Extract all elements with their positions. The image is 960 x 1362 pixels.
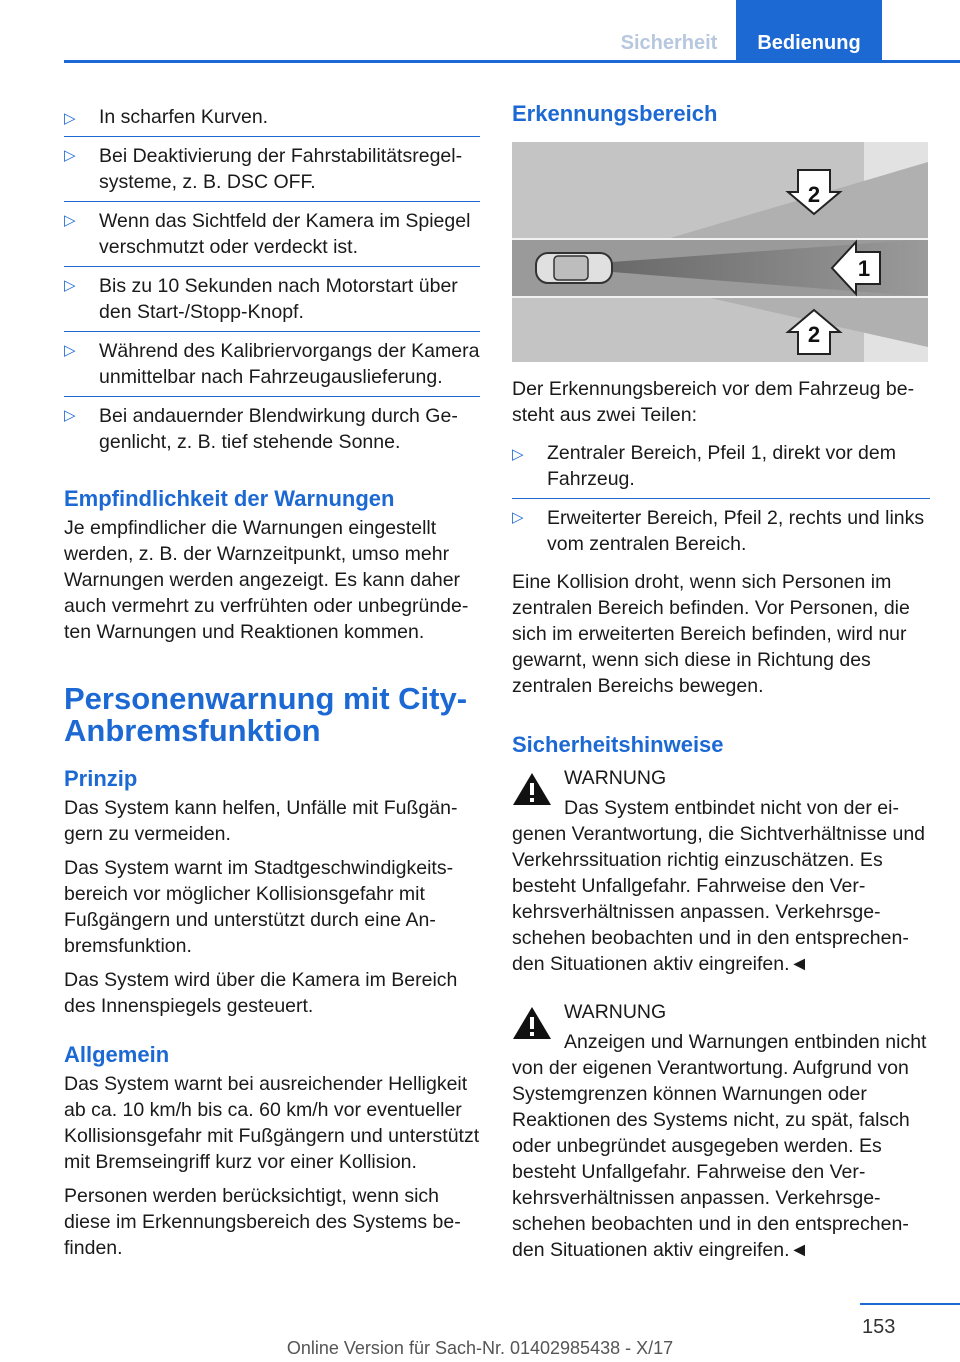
detection-heading: Erkennungsbereich — [512, 101, 718, 126]
section-tab-sicherheit[interactable]: Sicherheit — [620, 32, 718, 54]
list-item: ▷ Bis zu 10 Sekunden nach Motorstart über den Start-/Stopp-Knopf. — [64, 267, 480, 332]
list-item: ▷ Zentraler Bereich, Pfeil 1, direkt vor dem Fahrzeug. — [512, 436, 930, 499]
svg-text:2: 2 — [807, 322, 821, 347]
sensitivity-text: Je empfindlicher die Warnungen eingestellt werden, z. B. der Warnzeitpunkt, umso mehr Warnungen werden angezeigt. Es kann daher auch vermehrt zu verfrühten oder unbegründeten Warnungen und Reaktionen kommen. — [64, 517, 469, 643]
bullet-triangle-icon: ▷ — [64, 342, 76, 359]
bullet-triangle-icon: ▷ — [512, 509, 524, 526]
list-item: ▷ In scharfen Kurven. — [64, 100, 480, 137]
conditions-list — [64, 100, 480, 461]
bullet-triangle-icon: ▷ — [64, 147, 76, 164]
svg-text:1: 1 — [857, 256, 871, 281]
header-rule — [64, 60, 960, 63]
warning-title: WARNUNG — [564, 1001, 667, 1023]
list-item: ▷ Wenn das Sichtfeld der Kamera im Spiegel verschmutzt oder verdeckt ist. — [64, 202, 480, 267]
principle-heading: Prinzip — [64, 766, 138, 791]
warning-text: Anzeigen und Warnungen entbinden nicht von der eigenen Verantwortung. Aufgrund von Systemgrenzen können Warnungen oder Reaktionen des Systems nicht, zu spät, falsch oder unbegründet ausgegeben werden. Es besteht Unfallgefahr. Fahrweise den Verkehrsverhältnissen anpassen. Verkehrsgeschehen beobachten und in den entsprechenden Situationen aktiv eingreifen.◄ — [512, 1031, 927, 1261]
sensitivity-heading: Empfindlichkeit der Warnungen — [64, 486, 395, 511]
detection-paragraph-2: Eine Kollision droht, wenn sich Personen im zentralen Bereich befinden. Vor Personen, die sich im erweiterten Bereich befinden, wird nur gewarnt, wenn sich diese in Richtung des zentralen Bereichs bewegen. — [512, 571, 910, 697]
bullet-triangle-icon: ▷ — [64, 407, 76, 424]
bullet-triangle-icon: ▷ — [64, 277, 76, 294]
detection-text: Der Erkennungsbereich vor dem Fahrzeug besteht aus zwei Teilen: — [512, 378, 915, 426]
warning-title: WARNUNG — [564, 767, 667, 789]
principle-paragraph-2: Das System warnt im Stadtgeschwindigkeitsbereich vor möglicher Kollisionsgefahr mit Fußgängern und unterstützt durch eine Anbremsfunktion. — [64, 857, 454, 957]
footer-rule — [860, 1303, 960, 1305]
warning-triangle-icon — [512, 771, 552, 807]
list-item: ▷ Während des Kalibriervorgangs der Kamera unmittelbar nach Fahrzeugauslieferung. — [64, 332, 480, 397]
general-paragraph-2: Personen werden berücksichtigt, wenn sich diese im Erkennungsbereich des Systems befinden. — [64, 1185, 461, 1259]
detection-area-diagram — [512, 142, 928, 362]
section-tab-bedienung[interactable]: Bedienung — [736, 0, 882, 62]
bullet-triangle-icon: ▷ — [64, 110, 76, 127]
general-paragraph-1: Das System warnt bei ausreichender Helligkeit ab ca. 10 km/h bis ca. 60 km/h vor eventueller Kollisionsgefahr mit Fußgängern und unterstützt mit Bremseingriff kurz vor einer Kollision. — [64, 1073, 480, 1173]
principle-paragraph-3: Das System wird über die Kamera im Bereich des Innenspiegels gesteuert. — [64, 969, 458, 1017]
list-item: ▷ Bei Deaktivierung der Fahrstabilitätsregelsysteme, z. B. DSC OFF. — [64, 137, 480, 202]
safety-heading: Sicherheitshinweise — [512, 732, 724, 757]
page-number: 153 — [862, 1316, 896, 1338]
bullet-triangle-icon: ▷ — [64, 212, 76, 229]
main-heading: Personenwarnung mit City-Anbremsfunktion — [64, 681, 468, 748]
warning-block-2 — [512, 999, 930, 1263]
principle-paragraph-1: Das System kann helfen, Unfälle mit Fußgängern zu vermeiden. — [64, 797, 458, 845]
list-item: ▷ Bei andauernder Blendwirkung durch Gegenlicht, z. B. tief stehende Sonne. — [64, 405, 458, 453]
warning-text: Das System entbindet nicht von der eigenen Verantwortung, die Sichtverhältnisse und Verkehrssituation richtig einzuschätzen. Es besteht Unfallgefahr. Fahrweise den Verkehrsverhältnissen anpassen. Verkehrsgeschehen beobachten und in den entsprechenden Situationen aktiv eingreifen.◄ — [512, 797, 926, 975]
svg-text:2: 2 — [807, 182, 821, 207]
footer-text: Online Version für Sach-Nr. 01402985438 - X/17 — [286, 1338, 674, 1358]
bullet-triangle-icon: ▷ — [512, 446, 524, 463]
list-item: ▷ Erweiterter Bereich, Pfeil 2, rechts und links vom zentralen Bereich. — [512, 507, 925, 555]
general-heading: Allgemein — [64, 1042, 170, 1067]
warning-triangle-icon — [512, 1005, 552, 1041]
warning-block-1 — [512, 765, 930, 977]
left-column — [64, 100, 480, 1269]
page-header — [0, 0, 960, 62]
detection-list — [512, 436, 930, 563]
car-icon — [536, 253, 612, 283]
right-column — [512, 100, 930, 1263]
